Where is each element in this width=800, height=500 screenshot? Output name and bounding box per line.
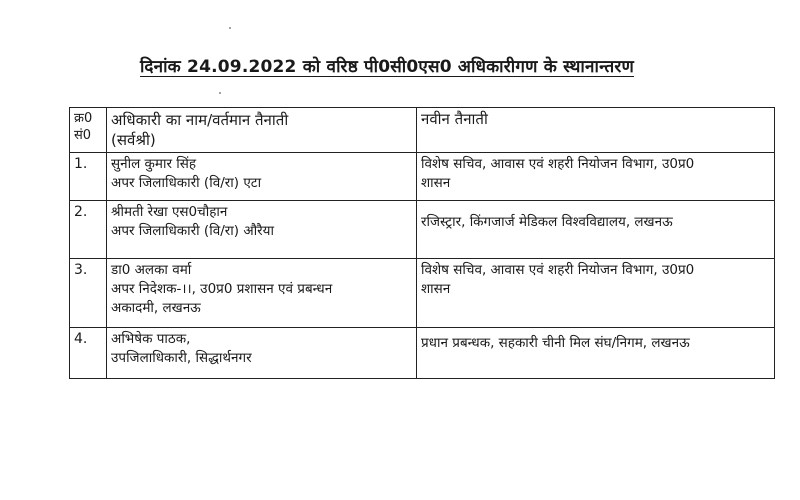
serial-cell: 2.	[70, 201, 107, 259]
table-row	[70, 328, 775, 379]
new-posting-line: शासन	[421, 175, 451, 191]
officer-line: डा0 अलका वर्मा	[111, 262, 192, 278]
officer-column-header	[107, 108, 417, 153]
new-posting-cell	[417, 153, 775, 201]
officer-cell	[107, 201, 417, 259]
officer-cell	[107, 328, 417, 379]
page-title: दिनांक 24.09.2022 को वरिष्ठ पी0सी0एस0 अधिकारीगण के स्थानान्तरण	[140, 57, 635, 77]
serial-cell: 4.	[70, 328, 107, 379]
officer-line: श्रीमती रेखा एस0चौहान	[111, 204, 228, 220]
speck-mark	[219, 92, 221, 94]
table-row	[70, 201, 775, 259]
officer-line: अपर जिलाधिकारी (वि/रा) एटा	[111, 175, 262, 191]
serial-cell: 3.	[70, 259, 107, 328]
new-posting-line: शासन	[421, 281, 451, 297]
officer-line: उपजिलाधिकारी, सिद्धार्थनगर	[111, 350, 252, 366]
serial-header-line: क्र0	[74, 111, 93, 126]
officer-line: सुनील कुमार सिंह	[111, 156, 197, 172]
new-posting-line: विशेष सचिव, आवास एवं शहरी नियोजन विभाग, उ0प्र0	[421, 262, 695, 278]
officer-line: अभिषेक पाठक,	[111, 331, 191, 347]
new-posting-line: प्रधान प्रबन्धक, सहकारी चीनी मिल संघ/निगम, लखनऊ	[421, 335, 690, 351]
officer-header-line: (सर्वश्री)	[111, 131, 156, 149]
new-posting-cell	[417, 201, 775, 259]
table-row	[70, 259, 775, 328]
officer-line: अकादमी, लखनऊ	[111, 300, 201, 316]
new-posting-cell	[417, 328, 775, 379]
serial-cell: 1.	[70, 153, 107, 201]
new-posting-line: विशेष सचिव, आवास एवं शहरी नियोजन विभाग, उ0प्र0	[421, 156, 695, 172]
officer-line: अपर निदेशक-।।, उ0प्र0 प्रशासन एवं प्रबन्धन	[111, 281, 333, 297]
officer-cell	[107, 153, 417, 201]
serial-header-line: सं0	[74, 128, 92, 143]
serial-column-header	[70, 108, 107, 153]
table-row	[70, 153, 775, 201]
officer-header-line: अधिकारी का नाम/वर्तमान तैनाती	[111, 111, 289, 129]
officer-line: अपर जिलाधिकारी (वि/रा) औरैया	[111, 223, 274, 239]
speck-mark	[229, 27, 231, 29]
transfer-table	[69, 107, 775, 379]
new-posting-column-header: नवीन तैनाती	[417, 108, 775, 153]
new-posting-cell	[417, 259, 775, 328]
new-posting-line: रजिस्ट्रार, किंगजार्ज मेडिकल विश्वविद्यालय, लखनऊ	[421, 214, 673, 230]
table-header-row	[70, 108, 775, 153]
officer-cell	[107, 259, 417, 328]
